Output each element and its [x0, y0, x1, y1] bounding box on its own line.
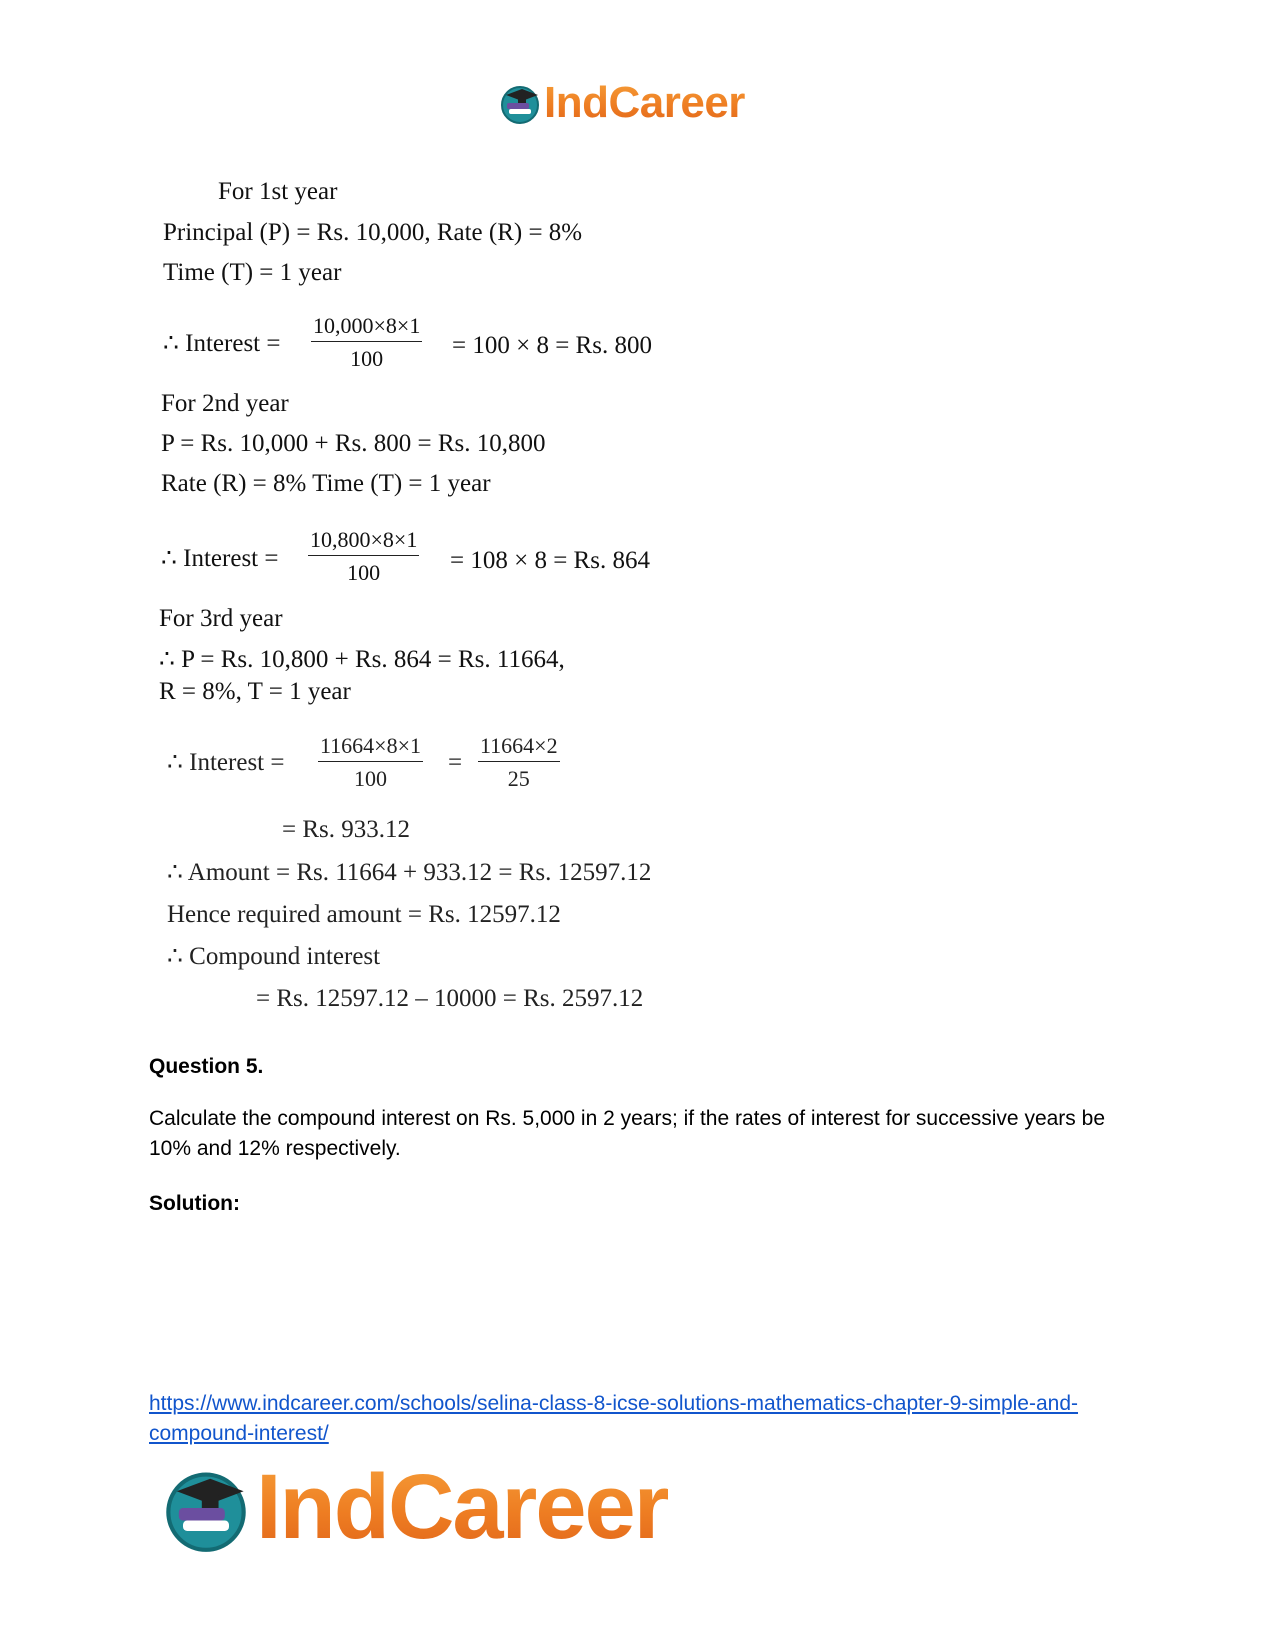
first-year-line2: Time (T) = 1 year: [163, 259, 342, 286]
first-year-heading: For 1st year: [218, 178, 338, 205]
first-year-denominator: 100: [350, 346, 384, 371]
third-year-equals: =: [448, 749, 463, 776]
third-year-line2: R = 8%, T = 1 year: [159, 678, 351, 705]
compound-interest-label: ∴ Compound interest: [167, 943, 381, 970]
second-year-fraction: [308, 527, 419, 586]
third-year-denominator-2: 25: [507, 766, 530, 791]
third-year-interest-label: ∴ Interest =: [167, 749, 285, 776]
third-year-fraction-1: [318, 733, 423, 792]
solution-label: Solution:: [149, 1192, 240, 1215]
third-year-denominator-1: 100: [354, 766, 387, 791]
question-text: Calculate the compound interest on Rs. 5,000 in 2 years; if the rates of interest for successive years be 10% and 12% respectively.: [149, 1107, 1105, 1160]
globe-graduation-cap-icon: [160, 1462, 252, 1554]
third-year-result: = Rs. 933.12: [282, 816, 411, 843]
first-year-interest-label: ∴ Interest =: [163, 330, 281, 357]
second-year-heading: For 2nd year: [161, 390, 289, 417]
first-year-fraction: [311, 313, 422, 372]
amount-line: ∴ Amount = Rs. 11664 + 933.12 = Rs. 12597.12: [167, 859, 652, 886]
header-logo-text: IndCareer: [544, 78, 745, 127]
footer-logo-text: IndCareer: [256, 1456, 668, 1558]
first-year-result: = 100 × 8 = Rs. 800: [452, 332, 652, 359]
third-year-numerator-2: 11664×2: [478, 733, 560, 762]
footer-logo: [160, 1455, 668, 1560]
globe-graduation-cap-icon: [498, 81, 542, 125]
second-year-denominator: 100: [347, 560, 381, 585]
third-year-line1: ∴ P = Rs. 10,800 + Rs. 864 = Rs. 11664,: [159, 646, 565, 673]
third-year-numerator-1: 11664×8×1: [318, 733, 423, 762]
second-year-interest-label: ∴ Interest =: [161, 545, 279, 572]
second-year-result: = 108 × 8 = Rs. 864: [450, 547, 650, 574]
source-link[interactable]: https://www.indcareer.com/schools/selina-class-8-icse-solutions-mathematics-chapter-9-simple-and-compound-interest/: [149, 1392, 1079, 1445]
first-year-numerator: 10,000×8×1: [311, 313, 422, 342]
second-year-line1: P = Rs. 10,000 + Rs. 800 = Rs. 10,800: [161, 430, 546, 457]
compound-interest-result: = Rs. 12597.12 – 10000 = Rs. 2597.12: [256, 985, 644, 1012]
hence-line: Hence required amount = Rs. 12597.12: [167, 901, 561, 928]
third-year-fraction-2: [478, 733, 560, 792]
second-year-numerator: 10,800×8×1: [308, 527, 419, 556]
question-title: Question 5.: [149, 1055, 264, 1078]
third-year-heading: For 3rd year: [159, 605, 283, 632]
first-year-line1: Principal (P) = Rs. 10,000, Rate (R) = 8%: [163, 219, 583, 246]
second-year-line2: Rate (R) = 8% Time (T) = 1 year: [161, 470, 491, 497]
header-logo: [498, 78, 745, 128]
